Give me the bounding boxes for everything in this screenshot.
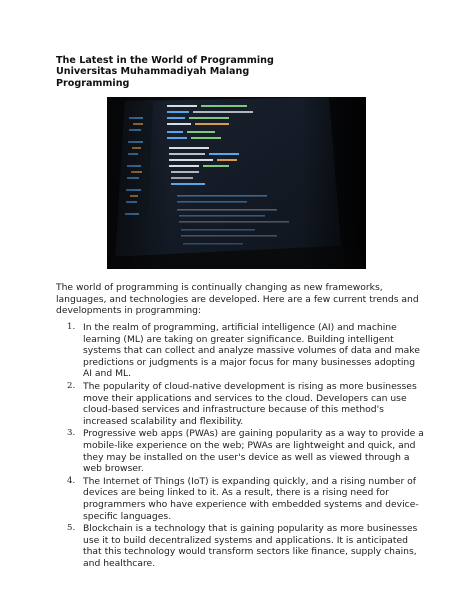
institution-name: Universitas Muhammadiyah Malang [56,66,250,78]
trends-list [62,322,424,570]
list-item-text: Progressive web apps (PWAs) are gaining popularity as a way to provide a mobile-like experience on the web; PWAs are lightweight and quick, and they may be installed on the user's device as well as viewed through a web browser. [83,428,424,475]
document-title: The Latest in the World of Programming [56,55,274,66]
document-header [56,55,436,89]
list-item [62,428,424,474]
list-item-number: 5. [67,523,76,534]
list-item-text: In the realm of programming, artificial intelligence (AI) and machine learning (ML) are taking on greater significance. Building intelligent systems that can collect and analyze massive volumes of data and make predictions or judgments is a major focus for many businesses adopting AI and ML. [83,322,420,380]
subject-label: Programming [56,77,130,89]
list-item-text: Blockchain is a technology that is gaining popularity as more businesses use it to build decentralized systems and applications. It is anticipated that this technology would transform sectors like finance, supply chains, and healthcare. [83,523,418,569]
list-item [62,476,424,522]
list-item [62,381,424,427]
list-item [62,322,424,380]
laptop-code-editor-photo [107,97,366,269]
list-item-text: The popularity of cloud-native development is rising as more businesses move their applications and services to the cloud. Developers can use cloud-based services and infrastructure because of this method's increased scalability and flexibility. [83,380,417,427]
list-item-number: 3. [67,428,76,439]
list-item-number: 1. [67,322,76,332]
list-item-number: 4. [67,475,76,486]
list-item-number: 2. [67,380,76,391]
list-item [62,523,424,569]
list-item-text: The Internet of Things (IoT) is expanding quickly, and a rising number of devices are being linked to it. As a result, there is a rising need for programmers who have experience with embedded systems and device-specific languages. [83,475,419,522]
intro-paragraph: The world of programming is continually changing as new frameworks, languages, and technologies are developed. Here are a few current trends and developments in programming: [56,282,419,317]
